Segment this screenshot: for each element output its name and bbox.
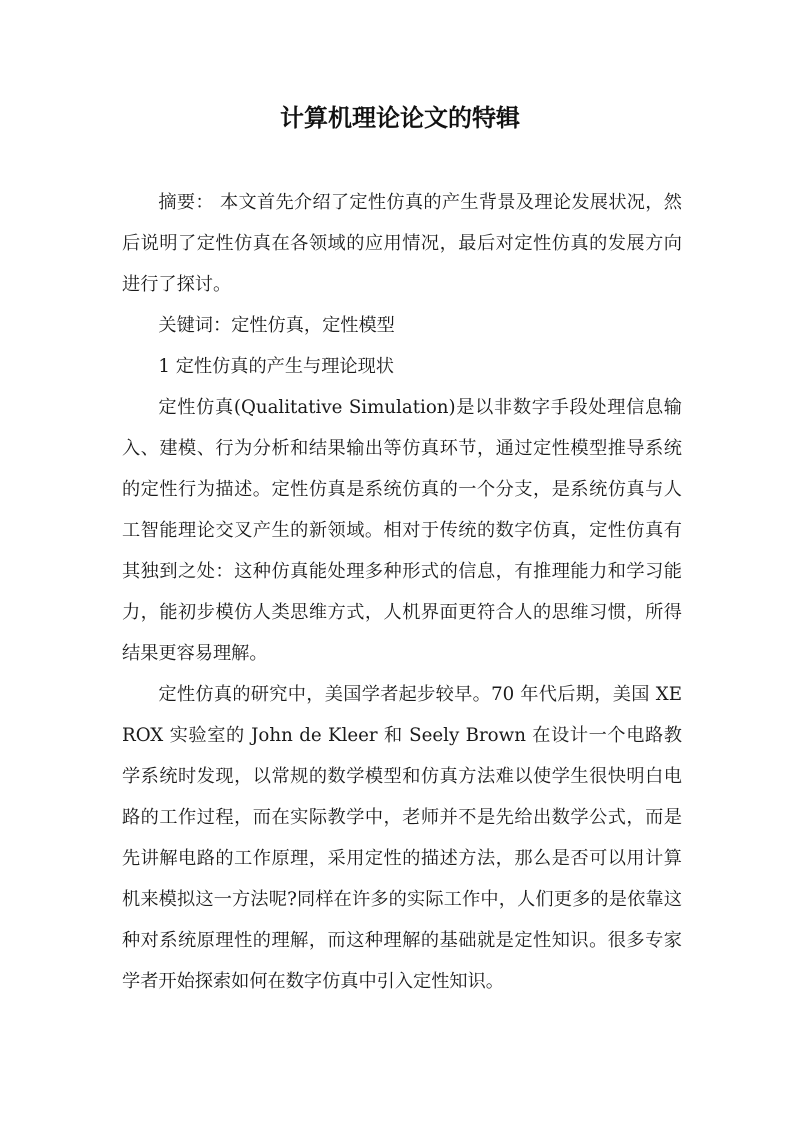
document-title: 计算机理论论文的特辑 [280, 104, 520, 132]
section-heading: 1 定性仿真的产生与理论现状 [158, 356, 394, 377]
abstract-paragraph: 摘要： 本文首先介绍了定性仿真的产生背景及理论发展状况，然后说明了定性仿真在各领域的应用情况，最后对定性仿真的发展方向进行了探讨。 [122, 192, 682, 295]
body-paragraph: 定性仿真的研究中，美国学者起步较早。70 年代后期，美国 XEROX 实验室的 John de Kleer 和 Seely Brown 在设计一个电路教学系统时发现，以常规的数学模型和仿真方法难以使学生很快明白电路的工作过程，而在实际教学中，老师并不是先给出数学公式，而是先讲解电路的工作原理，采用定性的描述方法，那么是否可以用计算机来模拟这一方法呢?同样在许多的实际工作中，人们更多的是依靠这种对系统原理性的理解，而这种理解的基础就是定性知识。很多专家学者开始探索如何在数字仿真中引入定性知识。 [122, 684, 682, 992]
body-paragraph: 定性仿真(Qualitative Simulation)是以非数字手段处理信息输入、建模、行为分析和结果输出等仿真环节，通过定性模型推导系统的定性行为描述。定性仿真是系统仿真的一个分支，是系统仿真与人工智能理论交叉产生的新领域。相对于传统的数字仿真，定性仿真有其独到之处：这种仿真能处理多种形式的信息，有推理能力和学习能力，能初步模仿人类思维方式，人机界面更符合人的思维习惯，所得结果更容易理解。 [122, 397, 682, 664]
document-body [122, 182, 682, 1002]
keywords-paragraph: 关键词：定性仿真，定性模型 [158, 315, 395, 336]
